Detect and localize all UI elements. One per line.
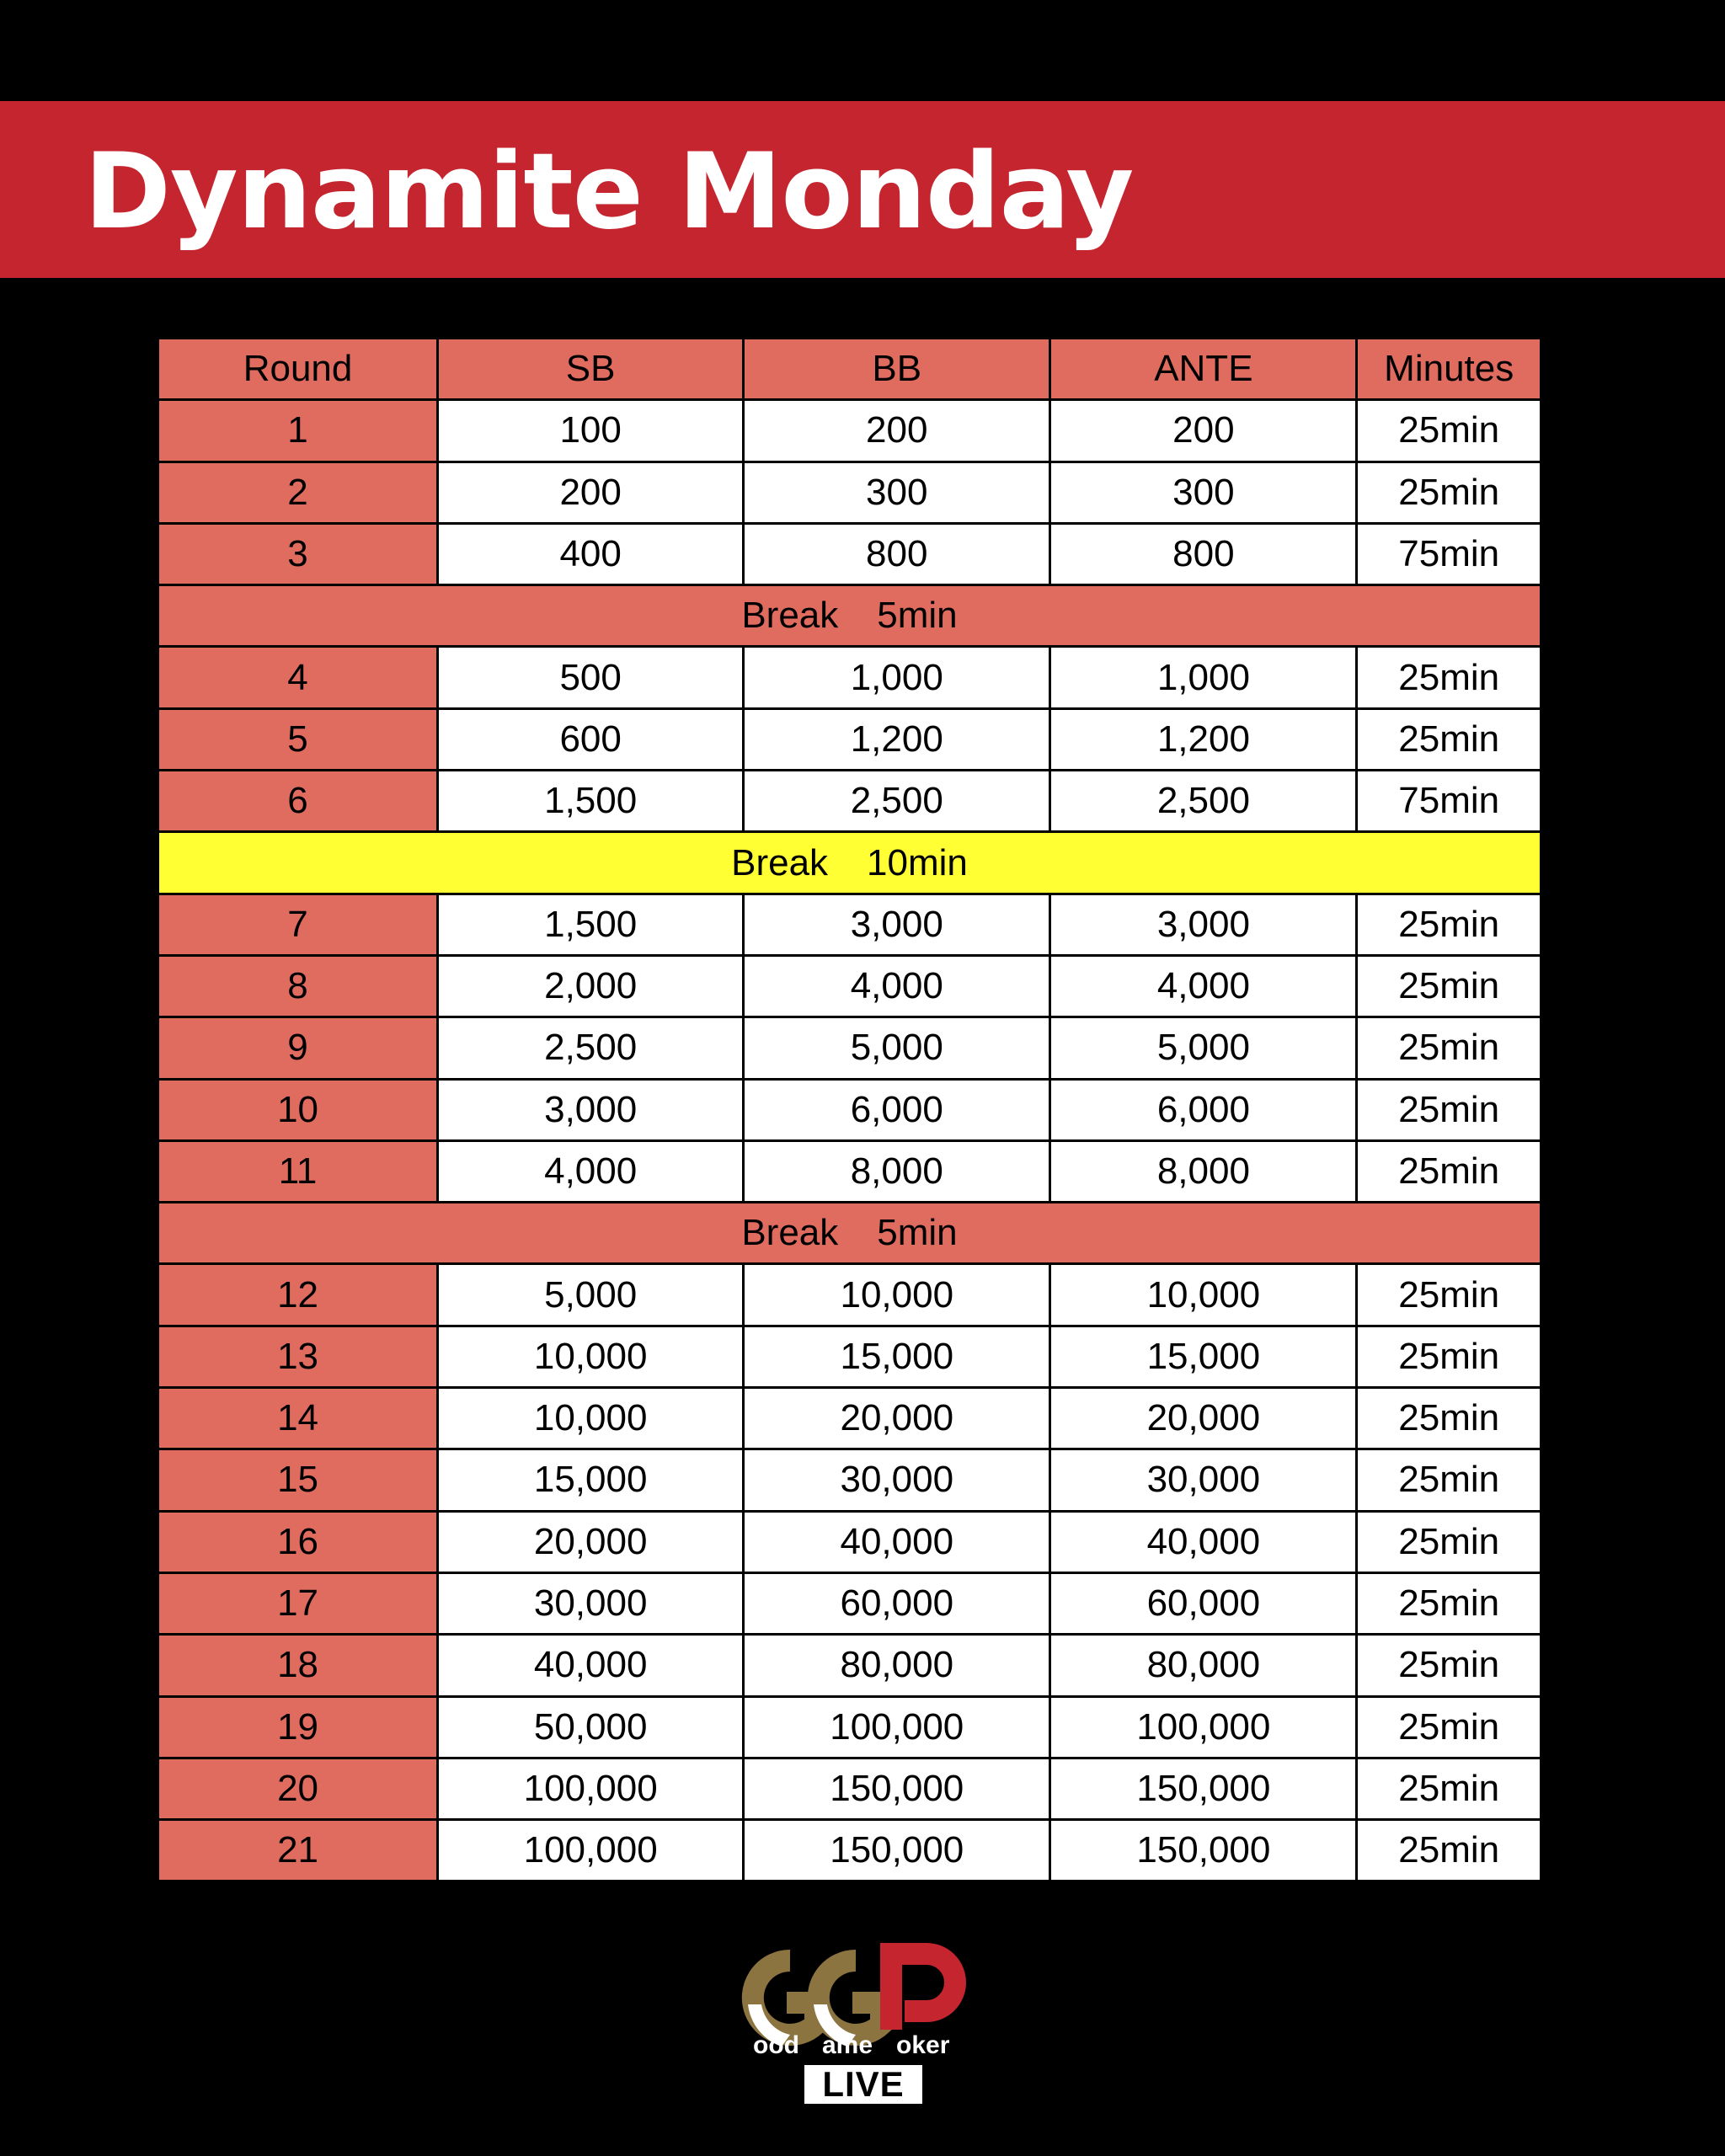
level-row [158, 462, 1542, 523]
level-row [158, 647, 1542, 708]
bb-cell: 6,000 [744, 1079, 1050, 1140]
round-cell: 20 [158, 1758, 438, 1819]
break-cell [158, 832, 1542, 894]
round-cell: 15 [158, 1449, 438, 1511]
ante-cell: 800 [1050, 523, 1357, 584]
column-header-minutes: Minutes [1357, 339, 1541, 400]
sb-cell: 100,000 [438, 1820, 744, 1881]
bb-cell: 60,000 [744, 1572, 1050, 1634]
logo-text-ame: ame [822, 2031, 873, 2059]
sb-cell: 100,000 [438, 1758, 744, 1819]
ante-cell: 4,000 [1050, 955, 1357, 1017]
round-cell: 6 [158, 771, 438, 832]
level-row [158, 894, 1542, 955]
ante-cell: 3,000 [1050, 894, 1357, 955]
sb-cell: 400 [438, 523, 744, 584]
level-row [158, 1388, 1542, 1449]
bb-cell: 100,000 [744, 1696, 1050, 1758]
round-cell: 8 [158, 955, 438, 1017]
minutes-cell: 25min [1357, 894, 1541, 955]
round-cell: 13 [158, 1326, 438, 1387]
bb-cell: 10,000 [744, 1264, 1050, 1326]
level-row [158, 1017, 1542, 1079]
minutes-cell: 25min [1357, 1449, 1541, 1511]
level-row [158, 1079, 1542, 1140]
page-title: Dynamite Monday [84, 131, 1134, 253]
minutes-cell: 75min [1357, 523, 1541, 584]
bb-cell: 15,000 [744, 1326, 1050, 1387]
level-row [158, 955, 1542, 1017]
break-label: Break [741, 1212, 839, 1254]
level-row [158, 1449, 1542, 1511]
minutes-cell: 25min [1357, 1572, 1541, 1634]
break-cell [158, 1203, 1542, 1264]
sb-cell: 15,000 [438, 1449, 744, 1511]
level-row [158, 1635, 1542, 1696]
column-header-ante: ANTE [1050, 339, 1357, 400]
ante-cell: 1,200 [1050, 708, 1357, 770]
round-cell: 11 [158, 1140, 438, 1202]
column-header-sb: SB [438, 339, 744, 400]
break-duration: 10min [867, 841, 968, 883]
column-header-bb: BB [744, 339, 1050, 400]
sb-cell: 1,500 [438, 894, 744, 955]
round-cell: 5 [158, 708, 438, 770]
bb-cell: 150,000 [744, 1758, 1050, 1819]
level-row [158, 771, 1542, 832]
ante-cell: 15,000 [1050, 1326, 1357, 1387]
sb-cell: 40,000 [438, 1635, 744, 1696]
level-row [158, 1511, 1542, 1572]
minutes-cell: 25min [1357, 647, 1541, 708]
sb-cell: 4,000 [438, 1140, 744, 1202]
break-label: Break [741, 595, 839, 637]
table-header-row [158, 339, 1542, 400]
level-row [158, 1758, 1542, 1819]
ante-cell: 20,000 [1050, 1388, 1357, 1449]
ante-cell: 10,000 [1050, 1264, 1357, 1326]
break-duration: 5min [877, 595, 958, 637]
blind-structure-table [157, 337, 1543, 1882]
sb-cell: 200 [438, 462, 744, 523]
ante-cell: 1,000 [1050, 647, 1357, 708]
round-cell: 9 [158, 1017, 438, 1079]
minutes-cell: 25min [1357, 1511, 1541, 1572]
ante-cell: 8,000 [1050, 1140, 1357, 1202]
minutes-cell: 25min [1357, 1326, 1541, 1387]
round-cell: 3 [158, 523, 438, 584]
sb-cell: 2,500 [438, 1017, 744, 1079]
round-cell: 10 [158, 1079, 438, 1140]
round-cell: 18 [158, 1635, 438, 1696]
sb-cell: 50,000 [438, 1696, 744, 1758]
sb-cell: 5,000 [438, 1264, 744, 1326]
minutes-cell: 25min [1357, 1264, 1541, 1326]
bb-cell: 5,000 [744, 1017, 1050, 1079]
sb-cell: 1,500 [438, 771, 744, 832]
logo-text-oker: oker [896, 2031, 950, 2059]
ante-cell: 80,000 [1050, 1635, 1357, 1696]
round-cell: 7 [158, 894, 438, 955]
live-badge: LIVE [804, 2065, 922, 2104]
minutes-cell: 25min [1357, 1696, 1541, 1758]
ante-cell: 5,000 [1050, 1017, 1357, 1079]
level-row [158, 708, 1542, 770]
bb-cell: 300 [744, 462, 1050, 523]
break-row [158, 1203, 1542, 1264]
sb-cell: 500 [438, 647, 744, 708]
bb-cell: 8,000 [744, 1140, 1050, 1202]
minutes-cell: 25min [1357, 462, 1541, 523]
break-duration: 5min [877, 1212, 958, 1254]
bb-cell: 3,000 [744, 894, 1050, 955]
round-cell: 1 [158, 400, 438, 462]
minutes-cell: 25min [1357, 955, 1541, 1017]
sb-cell: 3,000 [438, 1079, 744, 1140]
bb-cell: 80,000 [744, 1635, 1050, 1696]
round-cell: 17 [158, 1572, 438, 1634]
sb-cell: 20,000 [438, 1511, 744, 1572]
level-row [158, 1572, 1542, 1634]
ante-cell: 6,000 [1050, 1079, 1357, 1140]
bb-cell: 20,000 [744, 1388, 1050, 1449]
minutes-cell: 25min [1357, 1820, 1541, 1881]
bb-cell: 200 [744, 400, 1050, 462]
bb-cell: 2,500 [744, 771, 1050, 832]
table-body [158, 400, 1542, 1881]
minutes-cell: 75min [1357, 771, 1541, 832]
ante-cell: 150,000 [1050, 1758, 1357, 1819]
ante-cell: 60,000 [1050, 1572, 1357, 1634]
ante-cell: 150,000 [1050, 1820, 1357, 1881]
minutes-cell: 25min [1357, 1079, 1541, 1140]
level-row [158, 400, 1542, 462]
sb-cell: 10,000 [438, 1388, 744, 1449]
level-row [158, 1140, 1542, 1202]
ante-cell: 100,000 [1050, 1696, 1357, 1758]
ante-cell: 300 [1050, 462, 1357, 523]
column-header-round: Round [158, 339, 438, 400]
break-row [158, 832, 1542, 894]
minutes-cell: 25min [1357, 1017, 1541, 1079]
bb-cell: 800 [744, 523, 1050, 584]
sb-cell: 30,000 [438, 1572, 744, 1634]
ante-cell: 40,000 [1050, 1511, 1357, 1572]
bb-cell: 40,000 [744, 1511, 1050, 1572]
break-row [158, 585, 1542, 647]
round-cell: 2 [158, 462, 438, 523]
ante-cell: 30,000 [1050, 1449, 1357, 1511]
round-cell: 21 [158, 1820, 438, 1881]
minutes-cell: 25min [1357, 1140, 1541, 1202]
break-label: Break [731, 841, 829, 883]
round-cell: 19 [158, 1696, 438, 1758]
sb-cell: 10,000 [438, 1326, 744, 1387]
bb-cell: 30,000 [744, 1449, 1050, 1511]
level-row [158, 523, 1542, 584]
logo-text-ood: ood [753, 2031, 799, 2059]
minutes-cell: 25min [1357, 1635, 1541, 1696]
level-row [158, 1696, 1542, 1758]
bb-cell: 1,000 [744, 647, 1050, 708]
level-row [158, 1820, 1542, 1881]
round-cell: 14 [158, 1388, 438, 1449]
sb-cell: 600 [438, 708, 744, 770]
level-row [158, 1326, 1542, 1387]
sb-cell: 100 [438, 400, 744, 462]
ante-cell: 2,500 [1050, 771, 1357, 832]
ante-cell: 200 [1050, 400, 1357, 462]
minutes-cell: 25min [1357, 1758, 1541, 1819]
round-cell: 4 [158, 647, 438, 708]
round-cell: 12 [158, 1264, 438, 1326]
round-cell: 16 [158, 1511, 438, 1572]
break-cell [158, 585, 1542, 647]
bb-cell: 150,000 [744, 1820, 1050, 1881]
minutes-cell: 25min [1357, 708, 1541, 770]
minutes-cell: 25min [1357, 1388, 1541, 1449]
level-row [158, 1264, 1542, 1326]
sb-cell: 2,000 [438, 955, 744, 1017]
minutes-cell: 25min [1357, 400, 1541, 462]
bb-cell: 1,200 [744, 708, 1050, 770]
bb-cell: 4,000 [744, 955, 1050, 1017]
